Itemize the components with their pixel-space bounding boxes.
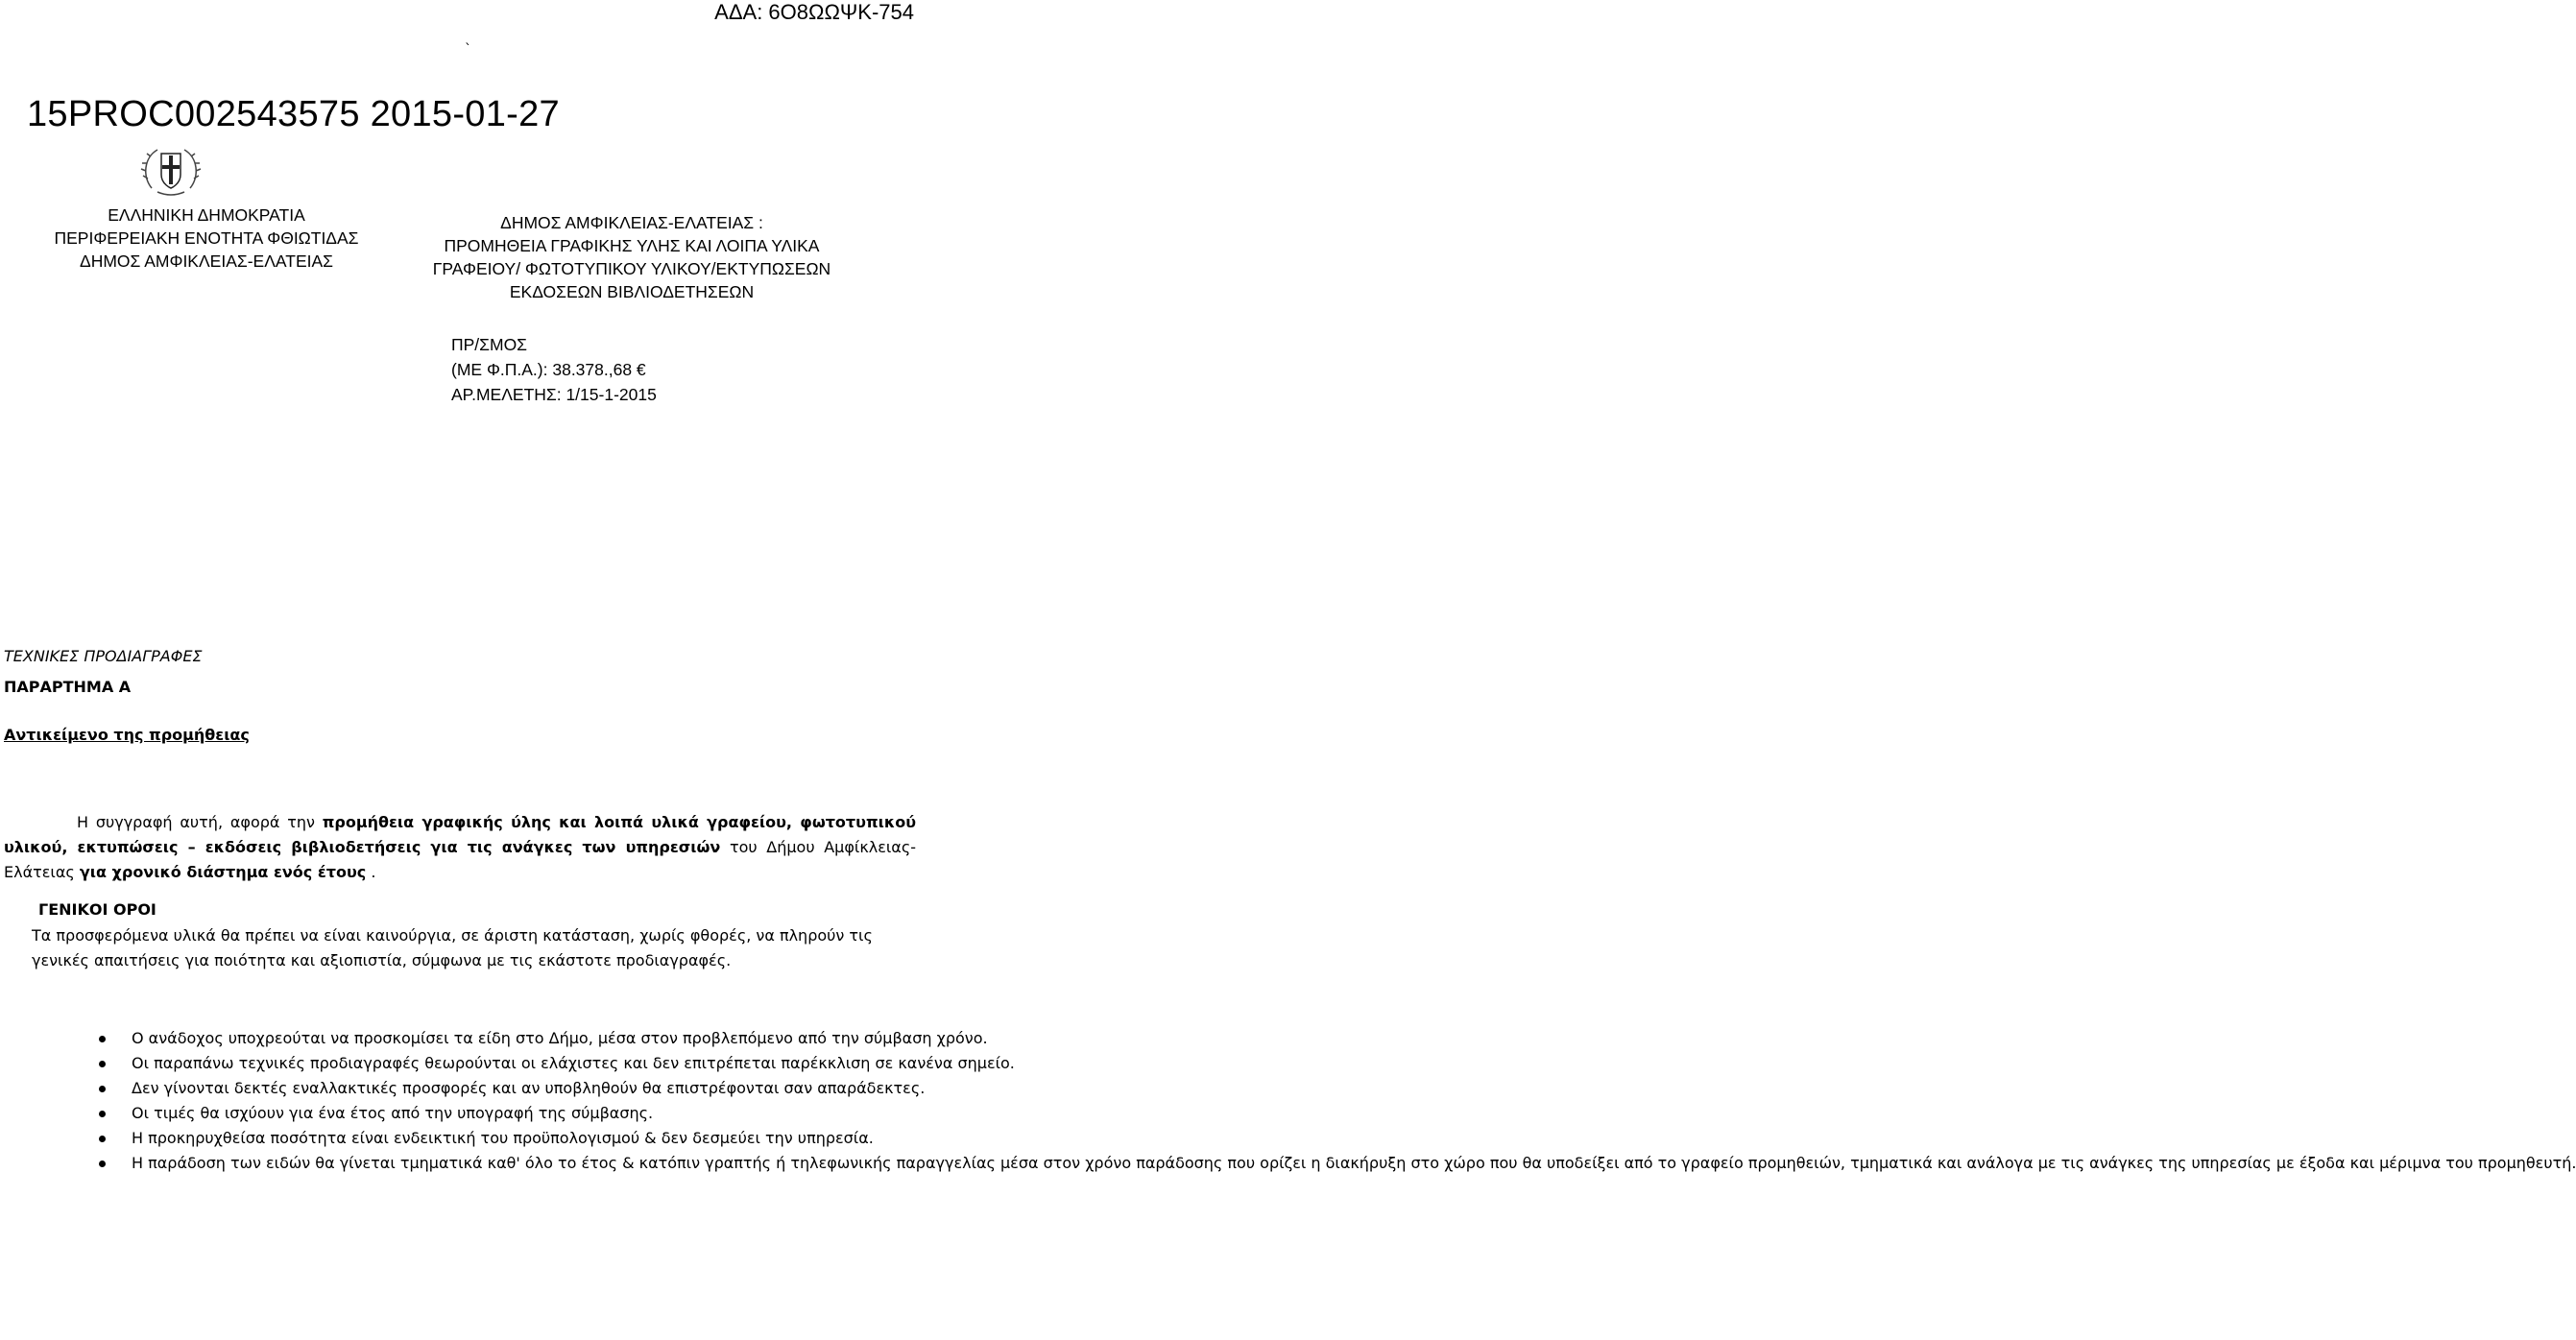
budget-block bbox=[451, 332, 657, 407]
annex-title: ΠΑΡΑΡΤΗΜΑ Α bbox=[4, 678, 132, 696]
issuer-line-country: ΕΛΛΗΝΙΚΗ ΔΗΜΟΚΡΑΤΙΑ bbox=[108, 205, 305, 225]
project-line-3: ΓΡΑΦΕΙΟΥ/ ΦΩΤΟΤΥΠΙΚΟΥ ΥΛΙΚΟΥ/ΕΚΤΥΠΩΣΕΩΝ bbox=[432, 259, 831, 278]
terms-list bbox=[0, 1027, 2576, 1177]
stray-mark: ` bbox=[465, 42, 471, 58]
intro-text-5: . bbox=[366, 863, 376, 881]
issuer-header bbox=[38, 203, 374, 273]
protocol-number: 15PROC002543575 2015-01-27 bbox=[27, 94, 560, 134]
project-line-1: ΔΗΜΟΣ ΑΜΦΙΚΛΕΙΑΣ-ΕΛΑΤΕΙΑΣ : bbox=[500, 213, 763, 232]
list-item: Ο ανάδοχος υποχρεούται να προσκομίσει τα είδη στο Δήμο, μέσα στον προβλεπόμενο από την σύμβαση χρόνο. bbox=[0, 1027, 922, 1050]
intro-text-4: για χρονικό διάστημα ενός έτους bbox=[79, 863, 367, 881]
list-item: Η προκηρυχθείσα ποσότητα είναι ενδεικτική του προϋπολογισμού & δεν δεσμεύει την υπηρεσία. bbox=[0, 1127, 922, 1150]
intro-text-3: του Δήμου Αμφίκλειας-Ελάτειας bbox=[4, 838, 917, 881]
project-line-4: ΕΚΔΟΣΕΩΝ ΒΙΒΛΙΟΔΕΤΗΣΕΩΝ bbox=[509, 282, 755, 301]
budget-label: ΠΡ/ΣΜΟΣ bbox=[451, 335, 527, 354]
intro-text-2: προμήθεια γραφικής ύλης και λοιπά υλικά γραφείου, φωτοτυπικού υλικού, εκτυπώσεις – εκδόσεις βιβλιοδετήσεις για τις ανάγκες των υπηρεσιών bbox=[4, 813, 916, 856]
list-item: Δεν γίνονται δεκτές εναλλακτικές προσφορές και αν υποβληθούν θα επιστρέφονται σαν απαράδεκτες. bbox=[0, 1077, 922, 1100]
general-terms-text: Τα προσφερόμενα υλικά θα πρέπει να είναι καινούργια, σε άριστη κατάσταση, χωρίς φθορές, να πληρούν τις γενικές απαιτήσεις για ποιότητα και αξιοπιστία, σύμφωνα με τις εκάστοτε προδιαγραφές. bbox=[32, 926, 873, 969]
intro-text-1: Η συγγραφή αυτή, αφορά την bbox=[77, 813, 323, 831]
specs-title: ΤΕΧΝΙΚΕΣ ΠΡΟΔΙΑΓΡΑΦΕΣ bbox=[4, 647, 203, 665]
subject-heading: Αντικείμενο της προμήθειας bbox=[4, 726, 250, 744]
issuer-line-region: ΠΕΡΙΦΕΡΕΙΑΚΗ ΕΝΟΤΗΤΑ ΦΘΙΩΤΙΔΑΣ bbox=[54, 228, 359, 248]
list-item: Οι παραπάνω τεχνικές προδιαγραφές θεωρούνται οι ελάχιστες και δεν επιτρέπεται παρέκκλιση σε κανένα σημείο. bbox=[0, 1052, 922, 1075]
greek-emblem-icon bbox=[140, 144, 202, 202]
list-item: Οι τιμές θα ισχύουν για ένα έτος από την υπογραφή της σύμβασης. bbox=[0, 1102, 922, 1125]
study-number: ΑΡ.ΜΕΛΕΤΗΣ: 1/15-1-2015 bbox=[451, 385, 657, 404]
list-item: Η παράδοση των ειδών θα γίνεται τμηματικά καθ' όλο το έτος & κατόπιν γραπτής ή τηλεφωνικής παραγγελίας μέσα στον χρόνο παράδοσης που ορίζει η διακήρυξη στο χώρο που θα υποδείξει από το γραφείο προμηθειών, τμηματικά και ανάλογα με τις ανάγκες της υπηρεσίας με έξοδα και μέριμνα του προμηθευτή. bbox=[0, 1152, 922, 1175]
intro-paragraph bbox=[4, 810, 916, 885]
ada-code: ΑΔΑ: 6Ο8ΩΩΨΚ-754 bbox=[714, 0, 914, 24]
general-terms-title: ΓΕΝΙΚΟΙ ΟΡΟΙ bbox=[38, 900, 156, 919]
project-line-2: ΠΡΟΜΗΘΕΙΑ ΓΡΑΦΙΚΗΣ ΥΛΗΣ ΚΑΙ ΛΟΙΠΑ ΥΛΙΚΑ bbox=[444, 236, 820, 255]
budget-amount: (ΜΕ Φ.Π.Α.): 38.378.,68 € bbox=[451, 360, 646, 379]
project-header bbox=[392, 211, 872, 303]
issuer-line-municipality: ΔΗΜΟΣ ΑΜΦΙΚΛΕΙΑΣ-ΕΛΑΤΕΙΑΣ bbox=[80, 251, 333, 271]
